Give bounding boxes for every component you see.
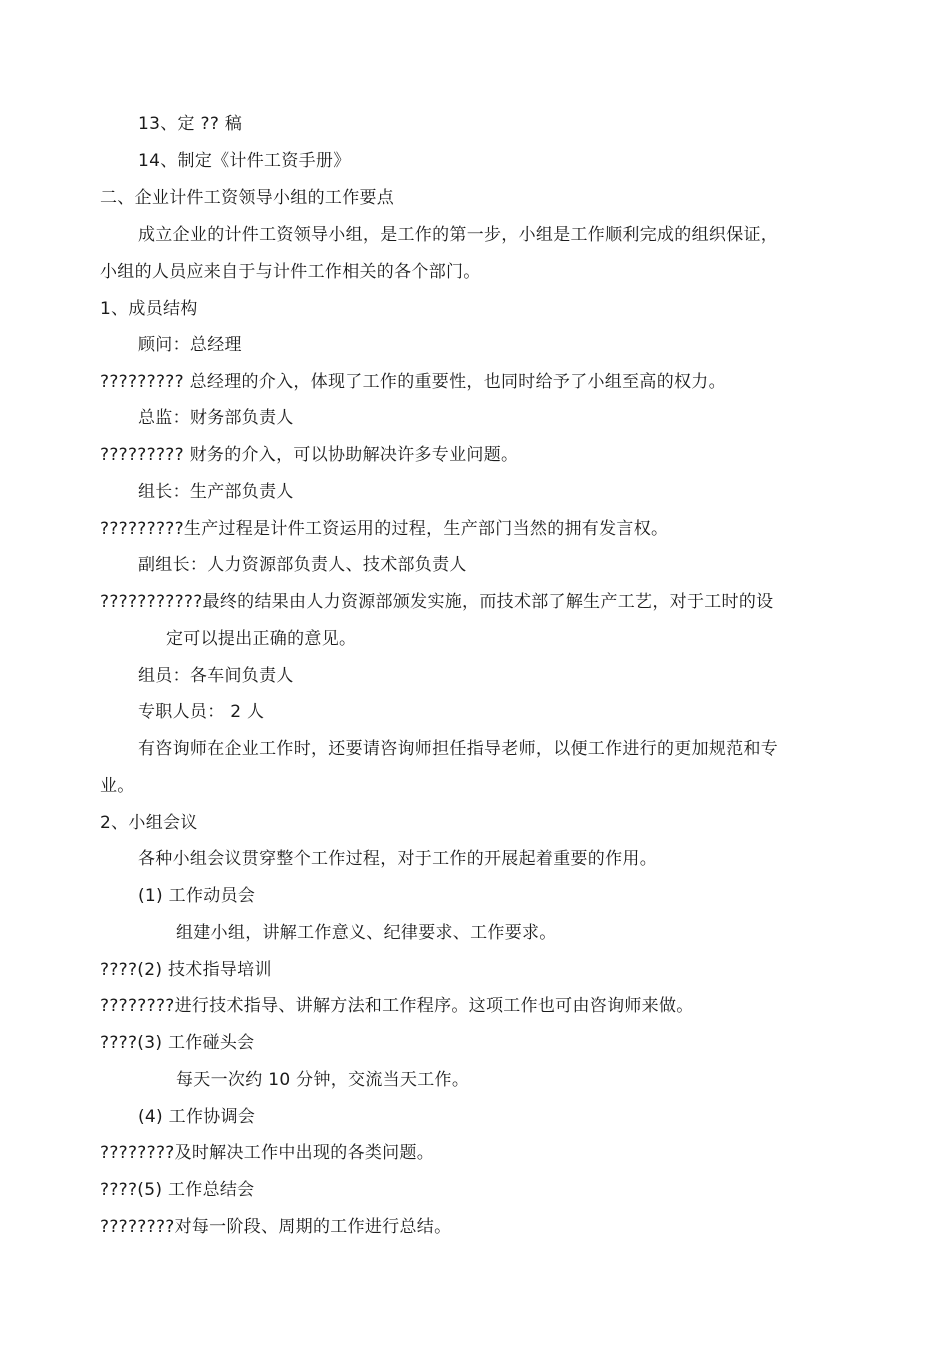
- subsection-heading: 2、小组会议: [100, 813, 198, 833]
- role-line: 组员：各车间负责人: [138, 666, 294, 686]
- role-note: ????????? 总经理的介入，体现了工作的重要性，也同时给予了小组至高的权力。: [100, 372, 726, 392]
- subsection-heading: 1、成员结构: [100, 299, 198, 319]
- paragraph-line: 小组的人员应来自于与计件工作相关的各个部门。: [100, 262, 481, 282]
- role-line: 总监：财务部负责人: [138, 408, 294, 428]
- role-line: 组长：生产部负责人: [138, 482, 294, 502]
- section-heading: 二、企业计件工资领导小组的工作要点: [100, 188, 395, 208]
- role-line: 副组长：人力资源部负责人、技术部负责人: [138, 555, 467, 575]
- meeting-item: (1) 工作动员会: [138, 886, 256, 906]
- meeting-note: ????????对每一阶段、周期的工作进行总结。: [100, 1217, 452, 1237]
- role-note: ???????????最终的结果由人力资源部颁发实施，而技术部了解生产工艺，对于工时的设: [100, 592, 774, 612]
- role-line: 顾问：总经理: [138, 335, 242, 355]
- meeting-note: 组建小组，讲解工作意义、纪律要求、工作要求。: [176, 923, 557, 943]
- role-note: 定可以提出正确的意见。: [166, 629, 357, 649]
- item-13: 13、定 ?? 稿: [138, 114, 243, 134]
- meeting-note: 每天一次约 10 分钟，交流当天工作。: [176, 1070, 470, 1090]
- item-14: 14、制定《计件工资手册》: [138, 151, 351, 171]
- paragraph-line: 成立企业的计件工资领导小组，是工作的第一步，小组是工作顺利完成的组织保证，: [138, 225, 779, 245]
- role-note: ?????????生产过程是计件工资运用的过程，生产部门当然的拥有发言权。: [100, 519, 669, 539]
- paragraph-line: 业。: [100, 776, 135, 796]
- meeting-item: ????(3) 工作碰头会: [100, 1033, 255, 1053]
- role-line: 专职人员： 2 人: [138, 702, 265, 722]
- role-note: ????????? 财务的介入，可以协助解决许多专业问题。: [100, 445, 519, 465]
- meeting-item: (4) 工作协调会: [138, 1107, 256, 1127]
- meeting-item: ????(2) 技术指导培训: [100, 960, 272, 980]
- paragraph-line: 各种小组会议贯穿整个工作过程，对于工作的开展起着重要的作用。: [138, 849, 657, 869]
- paragraph-line: 有咨询师在企业工作时，还要请咨询师担任指导老师，以便工作进行的更加规范和专: [138, 739, 779, 759]
- meeting-note: ????????及时解决工作中出现的各类问题。: [100, 1143, 435, 1163]
- meeting-note: ????????进行技术指导、讲解方法和工作程序。这项工作也可由咨询师来做。: [100, 996, 694, 1016]
- meeting-item: ????(5) 工作总结会: [100, 1180, 255, 1200]
